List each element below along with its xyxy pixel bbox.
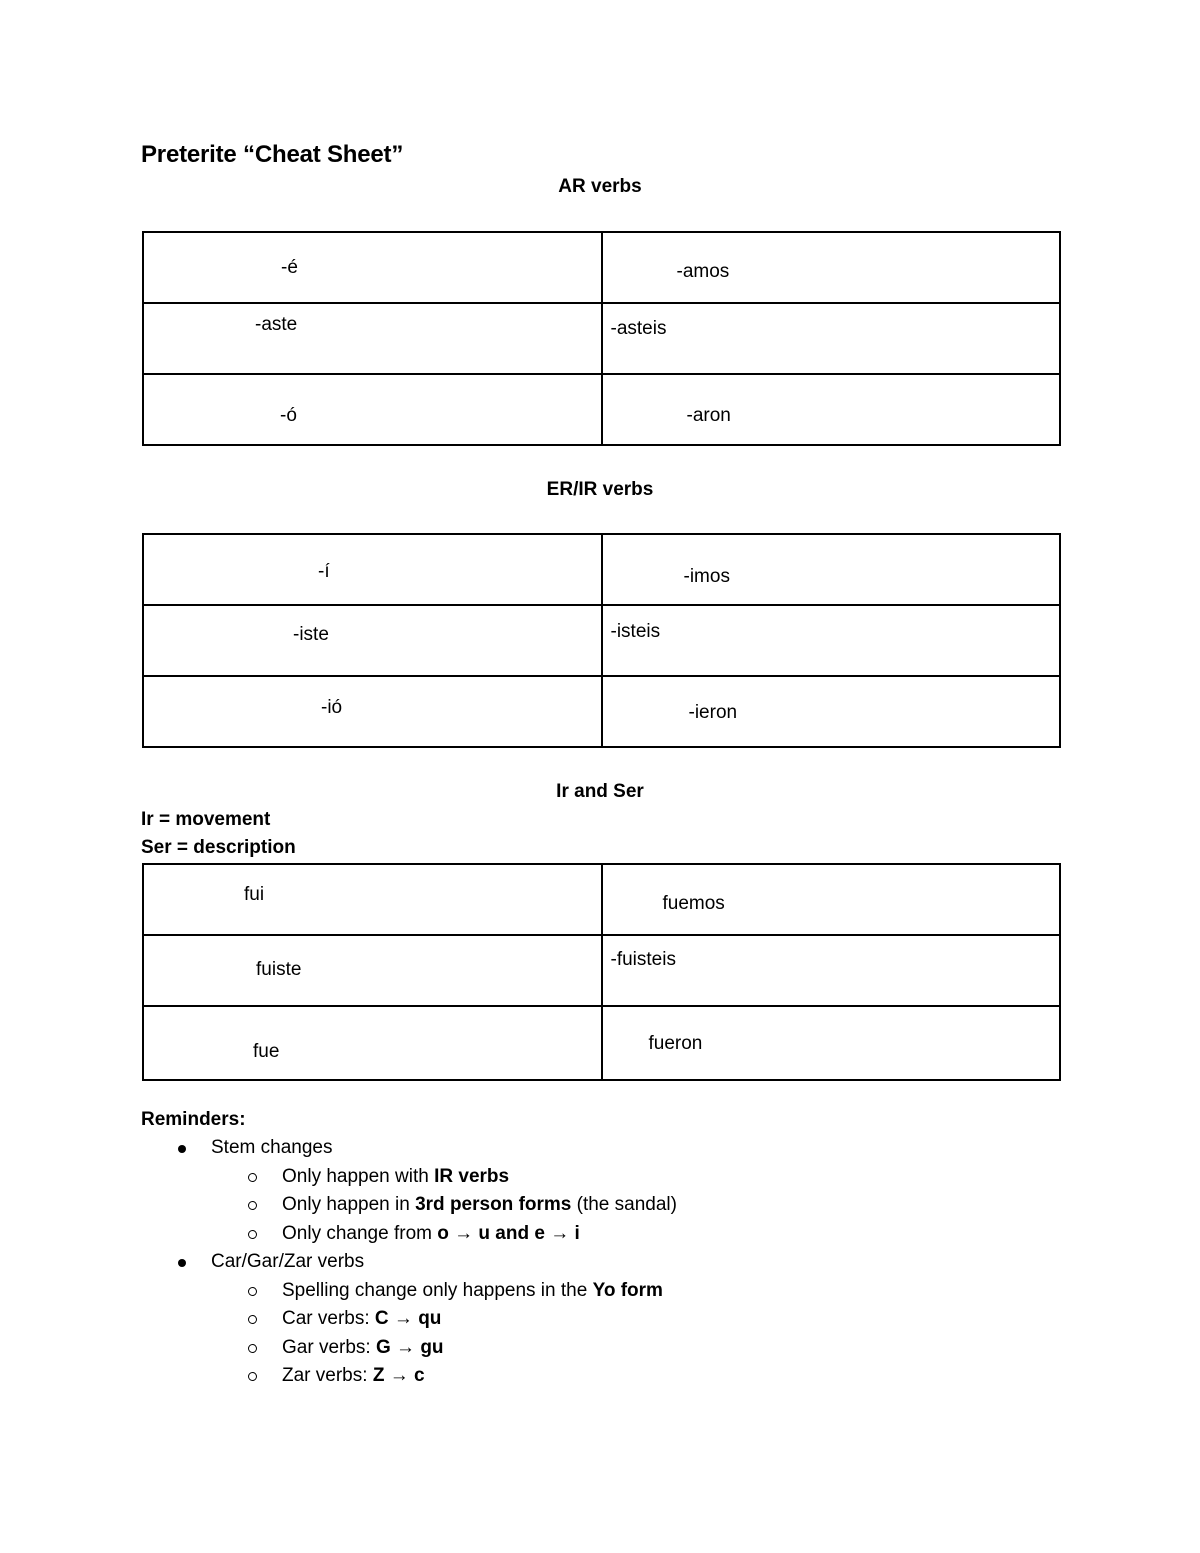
table-row [143,534,1060,605]
table-row [143,1006,1060,1080]
ending-el: -ió [321,697,343,718]
ir-ser-heading: Ir and Ser [556,781,644,802]
page-title: Preterite “Cheat Sheet” [141,141,404,168]
table-cell [602,303,1061,374]
table-cell [143,605,602,676]
form-yo: fui [244,884,265,905]
table-row [143,864,1060,935]
ir-ser-table [142,863,1061,1081]
ending-yo: -í [318,561,330,582]
ending-tu: -iste [293,624,329,645]
table-row [143,303,1060,374]
table-cell [143,864,602,935]
form-el: fue [253,1041,280,1062]
table-cell [143,935,602,1006]
form-vosotros: -fuisteis [610,949,676,970]
form-nosotros: fuemos [662,893,725,914]
ending-ellos: -ieron [688,702,738,723]
table-cell [602,864,1061,935]
ar-verbs-table [142,231,1061,446]
table-row [143,676,1060,747]
list-item: Gar verbs: G → gu [141,1334,677,1363]
form-ellos: fueron [648,1033,703,1054]
table-cell [143,232,602,303]
table-cell [602,534,1061,605]
reminders-section [141,1109,677,1391]
list-item: Spelling change only happens in the Yo form [141,1277,677,1306]
ending-vosotros: -isteis [610,621,661,642]
table-cell [602,676,1061,747]
table-cell [602,935,1061,1006]
table-cell [602,374,1061,445]
table-cell [143,676,602,747]
ser-definition: Ser = description [141,837,296,858]
table-cell [602,1006,1061,1080]
list-item: Car verbs: C → qu [141,1305,677,1334]
table-row [143,374,1060,445]
reminders-heading: Reminders: [141,1109,246,1130]
erir-verbs-table [142,533,1061,748]
list-item: Car/Gar/Zar verbs [141,1248,677,1277]
table-cell [143,374,602,445]
table-row [143,605,1060,676]
table-cell [602,605,1061,676]
table-cell [602,232,1061,303]
list-item: Only change from o → u and e → i [141,1220,677,1249]
list-item: Zar verbs: Z → c [141,1362,677,1391]
ending-tu: -aste [255,314,298,335]
ar-verbs-heading: AR verbs [558,176,642,197]
ending-nosotros: -imos [683,566,730,587]
table-cell [143,534,602,605]
ending-vosotros: -asteis [610,318,667,339]
erir-verbs-heading: ER/IR verbs [546,479,654,500]
ir-definition: Ir = movement [141,809,271,830]
table-cell [143,1006,602,1080]
list-item: Only happen with IR verbs [141,1163,677,1192]
list-item: Only happen in 3rd person forms (the sandal) [141,1191,677,1220]
table-row [143,935,1060,1006]
ending-nosotros: -amos [676,261,730,282]
ending-ellos: -aron [686,405,731,426]
ending-el: -ó [280,405,297,426]
table-row [143,232,1060,303]
ending-yo: -é [281,257,298,278]
table-cell [143,303,602,374]
list-item: Stem changes [141,1134,677,1163]
form-tu: fuiste [256,959,302,980]
